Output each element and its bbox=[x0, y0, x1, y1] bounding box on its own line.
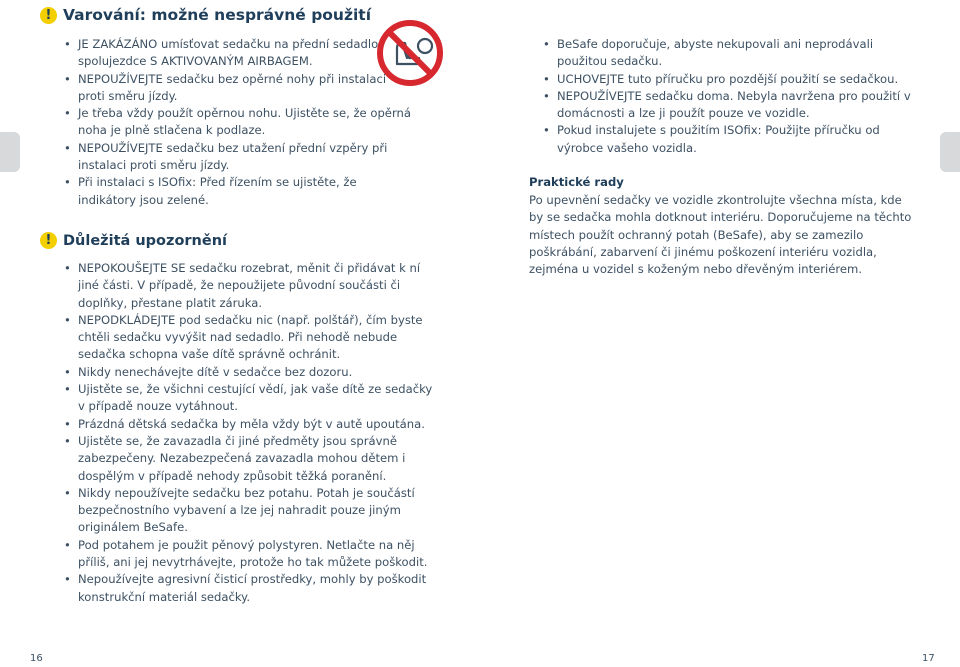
page-edge-tab-right bbox=[940, 132, 960, 172]
list-item: • NEPOKOUŠEJTE SE sedačku rozebrat, měnit či přidávat k ní jiné části. V případě, že nepoužijete původní součásti či doplňky, přestane platit záruka. bbox=[64, 260, 439, 312]
practical-tips-text: Po upevnění sedačky ve vozidle zkontrolujte všechna místa, kde by se sedačka mohla dotknout interiéru. Doporučujeme na těchto místech použít ochranný potah (BeSafe), aby se zamezilo poškrábání, zabarvení či jinému poškození interiéru vozidla, zejména u vozidel s koženým nebo dřevěným interiérem. bbox=[529, 193, 912, 277]
list-item: • Nikdy nenechávejte dítě v sedačce bez dozoru. bbox=[64, 364, 439, 381]
list-item: • Ujistěte se, že všichni cestující vědí, jak vaše dítě ze sedačky v případě nouze vytáhnout. bbox=[64, 381, 439, 416]
list-item: • Ujistěte se, že zavazadla či jiné předměty jsou správně zabezpečeny. Nezabezpečená zavazadla mohou dětem i dospělým v případě nehody způsobit těžká poranění. bbox=[64, 433, 439, 485]
list-item: • BeSafe doporučuje, abyste nekupovali ani neprodávali použitou sedačku. bbox=[543, 36, 923, 71]
right-column-list bbox=[543, 36, 923, 157]
list-item: • Je třeba vždy použít opěrnou nohu. Ujistěte se, že opěrná noha je plně stlačena k podlaze. bbox=[64, 105, 414, 140]
page-edge-tab-left bbox=[0, 132, 20, 172]
page-number-right: 17 bbox=[922, 653, 935, 664]
notes-list bbox=[64, 260, 439, 606]
list-item: • NEPOUŽÍVEJTE sedačku bez utažení přední vzpěry při instalaci proti směru jízdy. bbox=[64, 140, 414, 175]
list-item: • Prázdná dětská sedačka by měla vždy být v autě upoutána. bbox=[64, 416, 439, 433]
list-item: • JE ZAKÁZÁNO umísťovat sedačku na přední sedadlo spolujezdce S AKTIVOVANÝM AIRBAGEM. bbox=[64, 36, 414, 71]
list-item: • NEPOUŽÍVEJTE sedačku bez opěrné nohy při instalaci proti směru jízdy. bbox=[64, 71, 414, 106]
list-item: • NEPODKLÁDEJTE pod sedačku nic (např. polštář), čím byste chtěli sedačku vyvýšit nad sedadlo. Při nehodě nebude sedačka schopna vaše dítě správně ochránit. bbox=[64, 312, 439, 364]
page-number-left: 16 bbox=[30, 653, 43, 664]
warning-heading bbox=[40, 6, 371, 24]
notes-heading bbox=[40, 232, 227, 249]
practical-tips-title: Praktické rady bbox=[529, 175, 624, 189]
warning-title: Varování: možné nesprávné použití bbox=[63, 6, 372, 24]
exclamation-warning-icon: ! bbox=[40, 7, 57, 24]
exclamation-warning-icon: ! bbox=[40, 232, 57, 249]
notes-title: Důležitá upozornění bbox=[63, 232, 228, 249]
list-item: • Nikdy nepoužívejte sedačku bez potahu. Potah je součástí bezpečnostního vybavení a lze jej nahradit pouze jiným originálem BeSafe. bbox=[64, 485, 439, 537]
list-item: • Pokud instalujete s použitím ISOfix: Použijte příručku od výrobce vašeho vozidla. bbox=[543, 122, 923, 157]
warning-list bbox=[64, 36, 414, 209]
list-item: • NEPOUŽÍVEJTE sedačku doma. Nebyla navržena pro použití v domácnosti a lze ji použít pouze ve vozidle. bbox=[543, 88, 923, 123]
list-item: • Pod potahem je použit pěnový polystyren. Netlačte na něj příliš, ani jej nevytrhávejte, protože ho tak můžete poškodit. bbox=[64, 537, 439, 572]
list-item: • UCHOVEJTE tuto příručku pro pozdější použití se sedačkou. bbox=[543, 71, 923, 88]
list-item: • Při instalaci s ISOfix: Před řízením se ujistěte, že indikátory jsou zelené. bbox=[64, 174, 414, 209]
list-item: • Nepoužívejte agresivní čisticí prostředky, mohly by poškodit konstrukční materiál sedačky. bbox=[64, 571, 439, 606]
